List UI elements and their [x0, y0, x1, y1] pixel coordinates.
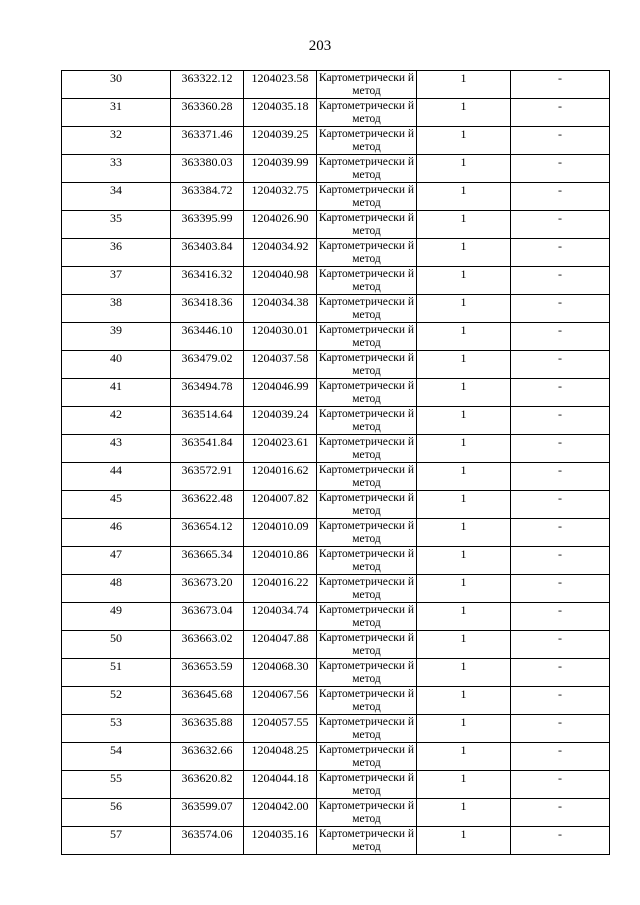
coord-y-cell: 1204042.00 [244, 799, 317, 827]
coord-y-cell: 1204039.24 [244, 407, 317, 435]
note-cell: - [511, 239, 610, 267]
accuracy-cell: 1 [417, 547, 511, 575]
coord-y-cell: 1204010.86 [244, 547, 317, 575]
accuracy-cell: 1 [417, 715, 511, 743]
note-cell: - [511, 491, 610, 519]
method-cell: Картометрически й метод [317, 491, 417, 519]
coord-y-cell: 1204034.92 [244, 239, 317, 267]
point-number-cell: 39 [62, 323, 171, 351]
method-cell: Картометрически й метод [317, 463, 417, 491]
point-number-cell: 51 [62, 659, 171, 687]
point-number-cell: 52 [62, 687, 171, 715]
coord-x-cell: 363514.64 [171, 407, 244, 435]
table-row [62, 603, 610, 631]
coord-x-cell: 363645.68 [171, 687, 244, 715]
point-number-cell: 41 [62, 379, 171, 407]
point-number-cell: 43 [62, 435, 171, 463]
method-cell: Картометрически й метод [317, 155, 417, 183]
coord-y-cell: 1204046.99 [244, 379, 317, 407]
coord-y-cell: 1204068.30 [244, 659, 317, 687]
table-row [62, 491, 610, 519]
coord-y-cell: 1204023.61 [244, 435, 317, 463]
coord-x-cell: 363663.02 [171, 631, 244, 659]
accuracy-cell: 1 [417, 519, 511, 547]
point-number-cell: 48 [62, 575, 171, 603]
table-row [62, 519, 610, 547]
table-row [62, 267, 610, 295]
coord-x-cell: 363572.91 [171, 463, 244, 491]
method-cell: Картометрически й метод [317, 239, 417, 267]
accuracy-cell: 1 [417, 687, 511, 715]
accuracy-cell: 1 [417, 323, 511, 351]
point-number-cell: 46 [62, 519, 171, 547]
note-cell: - [511, 603, 610, 631]
note-cell: - [511, 659, 610, 687]
point-number-cell: 42 [62, 407, 171, 435]
table-row [62, 183, 610, 211]
method-cell: Картометрически й метод [317, 743, 417, 771]
note-cell: - [511, 323, 610, 351]
method-cell: Картометрически й метод [317, 127, 417, 155]
point-number-cell: 37 [62, 267, 171, 295]
note-cell: - [511, 295, 610, 323]
table-row [62, 323, 610, 351]
accuracy-cell: 1 [417, 155, 511, 183]
coord-y-cell: 1204016.62 [244, 463, 317, 491]
coord-y-cell: 1204026.90 [244, 211, 317, 239]
point-number-cell: 56 [62, 799, 171, 827]
point-number-cell: 54 [62, 743, 171, 771]
method-cell: Картометрически й метод [317, 99, 417, 127]
method-cell: Картометрически й метод [317, 435, 417, 463]
method-cell: Картометрически й метод [317, 267, 417, 295]
coord-x-cell: 363395.99 [171, 211, 244, 239]
note-cell: - [511, 519, 610, 547]
coord-x-cell: 363654.12 [171, 519, 244, 547]
accuracy-cell: 1 [417, 99, 511, 127]
coord-y-cell: 1204048.25 [244, 743, 317, 771]
point-number-cell: 38 [62, 295, 171, 323]
accuracy-cell: 1 [417, 603, 511, 631]
accuracy-cell: 1 [417, 799, 511, 827]
point-number-cell: 36 [62, 239, 171, 267]
method-cell: Картометрически й метод [317, 71, 417, 99]
table-row [62, 715, 610, 743]
note-cell: - [511, 71, 610, 99]
table-row [62, 799, 610, 827]
table-row [62, 407, 610, 435]
table-row [62, 659, 610, 687]
table-row [62, 827, 610, 855]
coord-y-cell: 1204044.18 [244, 771, 317, 799]
table-row [62, 547, 610, 575]
note-cell: - [511, 771, 610, 799]
accuracy-cell: 1 [417, 575, 511, 603]
coord-x-cell: 363653.59 [171, 659, 244, 687]
note-cell: - [511, 435, 610, 463]
accuracy-cell: 1 [417, 659, 511, 687]
note-cell: - [511, 267, 610, 295]
coord-y-cell: 1204010.09 [244, 519, 317, 547]
table-row [62, 351, 610, 379]
note-cell: - [511, 547, 610, 575]
note-cell: - [511, 379, 610, 407]
method-cell: Картометрически й метод [317, 687, 417, 715]
method-cell: Картометрически й метод [317, 771, 417, 799]
coord-x-cell: 363599.07 [171, 799, 244, 827]
note-cell: - [511, 827, 610, 855]
coord-y-cell: 1204035.16 [244, 827, 317, 855]
point-number-cell: 32 [62, 127, 171, 155]
note-cell: - [511, 687, 610, 715]
coord-y-cell: 1204037.58 [244, 351, 317, 379]
note-cell: - [511, 155, 610, 183]
table-row [62, 687, 610, 715]
coord-x-cell: 363620.82 [171, 771, 244, 799]
point-number-cell: 47 [62, 547, 171, 575]
coord-x-cell: 363494.78 [171, 379, 244, 407]
coord-x-cell: 363418.36 [171, 295, 244, 323]
method-cell: Картометрически й метод [317, 211, 417, 239]
note-cell: - [511, 715, 610, 743]
coord-y-cell: 1204039.99 [244, 155, 317, 183]
accuracy-cell: 1 [417, 827, 511, 855]
coordinates-table [61, 70, 610, 855]
coordinates-table-body [62, 71, 610, 855]
table-row [62, 379, 610, 407]
table-row [62, 743, 610, 771]
method-cell: Картометрически й метод [317, 379, 417, 407]
point-number-cell: 57 [62, 827, 171, 855]
table-row [62, 99, 610, 127]
note-cell: - [511, 211, 610, 239]
note-cell: - [511, 183, 610, 211]
method-cell: Картометрически й метод [317, 631, 417, 659]
accuracy-cell: 1 [417, 211, 511, 239]
point-number-cell: 31 [62, 99, 171, 127]
method-cell: Картометрически й метод [317, 799, 417, 827]
accuracy-cell: 1 [417, 183, 511, 211]
accuracy-cell: 1 [417, 771, 511, 799]
point-number-cell: 55 [62, 771, 171, 799]
accuracy-cell: 1 [417, 351, 511, 379]
coord-x-cell: 363574.06 [171, 827, 244, 855]
coord-y-cell: 1204040.98 [244, 267, 317, 295]
coord-y-cell: 1204032.75 [244, 183, 317, 211]
method-cell: Картометрически й метод [317, 603, 417, 631]
coord-y-cell: 1204034.38 [244, 295, 317, 323]
coord-x-cell: 363673.04 [171, 603, 244, 631]
accuracy-cell: 1 [417, 239, 511, 267]
note-cell: - [511, 351, 610, 379]
accuracy-cell: 1 [417, 631, 511, 659]
table-row [62, 463, 610, 491]
note-cell: - [511, 575, 610, 603]
coord-y-cell: 1204007.82 [244, 491, 317, 519]
method-cell: Картометрически й метод [317, 183, 417, 211]
table-row [62, 71, 610, 99]
table-row [62, 239, 610, 267]
note-cell: - [511, 99, 610, 127]
note-cell: - [511, 463, 610, 491]
method-cell: Картометрически й метод [317, 519, 417, 547]
accuracy-cell: 1 [417, 267, 511, 295]
coord-x-cell: 363665.34 [171, 547, 244, 575]
table-row [62, 127, 610, 155]
coord-x-cell: 363322.12 [171, 71, 244, 99]
method-cell: Картометрически й метод [317, 295, 417, 323]
coord-x-cell: 363384.72 [171, 183, 244, 211]
table-row [62, 155, 610, 183]
point-number-cell: 45 [62, 491, 171, 519]
note-cell: - [511, 743, 610, 771]
point-number-cell: 34 [62, 183, 171, 211]
point-number-cell: 44 [62, 463, 171, 491]
method-cell: Картометрически й метод [317, 547, 417, 575]
coord-x-cell: 363446.10 [171, 323, 244, 351]
coord-y-cell: 1204039.25 [244, 127, 317, 155]
coord-x-cell: 363622.48 [171, 491, 244, 519]
accuracy-cell: 1 [417, 295, 511, 323]
point-number-cell: 50 [62, 631, 171, 659]
coord-y-cell: 1204057.55 [244, 715, 317, 743]
table-row [62, 575, 610, 603]
accuracy-cell: 1 [417, 127, 511, 155]
accuracy-cell: 1 [417, 407, 511, 435]
accuracy-cell: 1 [417, 743, 511, 771]
point-number-cell: 40 [62, 351, 171, 379]
point-number-cell: 53 [62, 715, 171, 743]
method-cell: Картометрически й метод [317, 827, 417, 855]
coord-x-cell: 363673.20 [171, 575, 244, 603]
note-cell: - [511, 799, 610, 827]
coord-y-cell: 1204034.74 [244, 603, 317, 631]
method-cell: Картометрически й метод [317, 351, 417, 379]
coord-y-cell: 1204023.58 [244, 71, 317, 99]
coord-y-cell: 1204030.01 [244, 323, 317, 351]
table-row [62, 771, 610, 799]
table-row [62, 295, 610, 323]
point-number-cell: 33 [62, 155, 171, 183]
coord-x-cell: 363416.32 [171, 267, 244, 295]
coord-y-cell: 1204016.22 [244, 575, 317, 603]
accuracy-cell: 1 [417, 463, 511, 491]
method-cell: Картометрически й метод [317, 575, 417, 603]
coord-x-cell: 363371.46 [171, 127, 244, 155]
method-cell: Картометрически й метод [317, 407, 417, 435]
table-row [62, 211, 610, 239]
accuracy-cell: 1 [417, 379, 511, 407]
note-cell: - [511, 631, 610, 659]
page-number: 203 [308, 38, 332, 54]
coord-y-cell: 1204047.88 [244, 631, 317, 659]
point-number-cell: 49 [62, 603, 171, 631]
note-cell: - [511, 127, 610, 155]
point-number-cell: 35 [62, 211, 171, 239]
coord-x-cell: 363632.66 [171, 743, 244, 771]
accuracy-cell: 1 [417, 435, 511, 463]
coord-x-cell: 363635.88 [171, 715, 244, 743]
coord-x-cell: 363479.02 [171, 351, 244, 379]
coord-x-cell: 363380.03 [171, 155, 244, 183]
method-cell: Картометрически й метод [317, 323, 417, 351]
table-row [62, 435, 610, 463]
coord-x-cell: 363360.28 [171, 99, 244, 127]
coord-x-cell: 363541.84 [171, 435, 244, 463]
method-cell: Картометрически й метод [317, 659, 417, 687]
coord-x-cell: 363403.84 [171, 239, 244, 267]
note-cell: - [511, 407, 610, 435]
accuracy-cell: 1 [417, 491, 511, 519]
point-number-cell: 30 [62, 71, 171, 99]
method-cell: Картометрически й метод [317, 715, 417, 743]
table-row [62, 631, 610, 659]
accuracy-cell: 1 [417, 71, 511, 99]
coord-y-cell: 1204067.56 [244, 687, 317, 715]
coord-y-cell: 1204035.18 [244, 99, 317, 127]
